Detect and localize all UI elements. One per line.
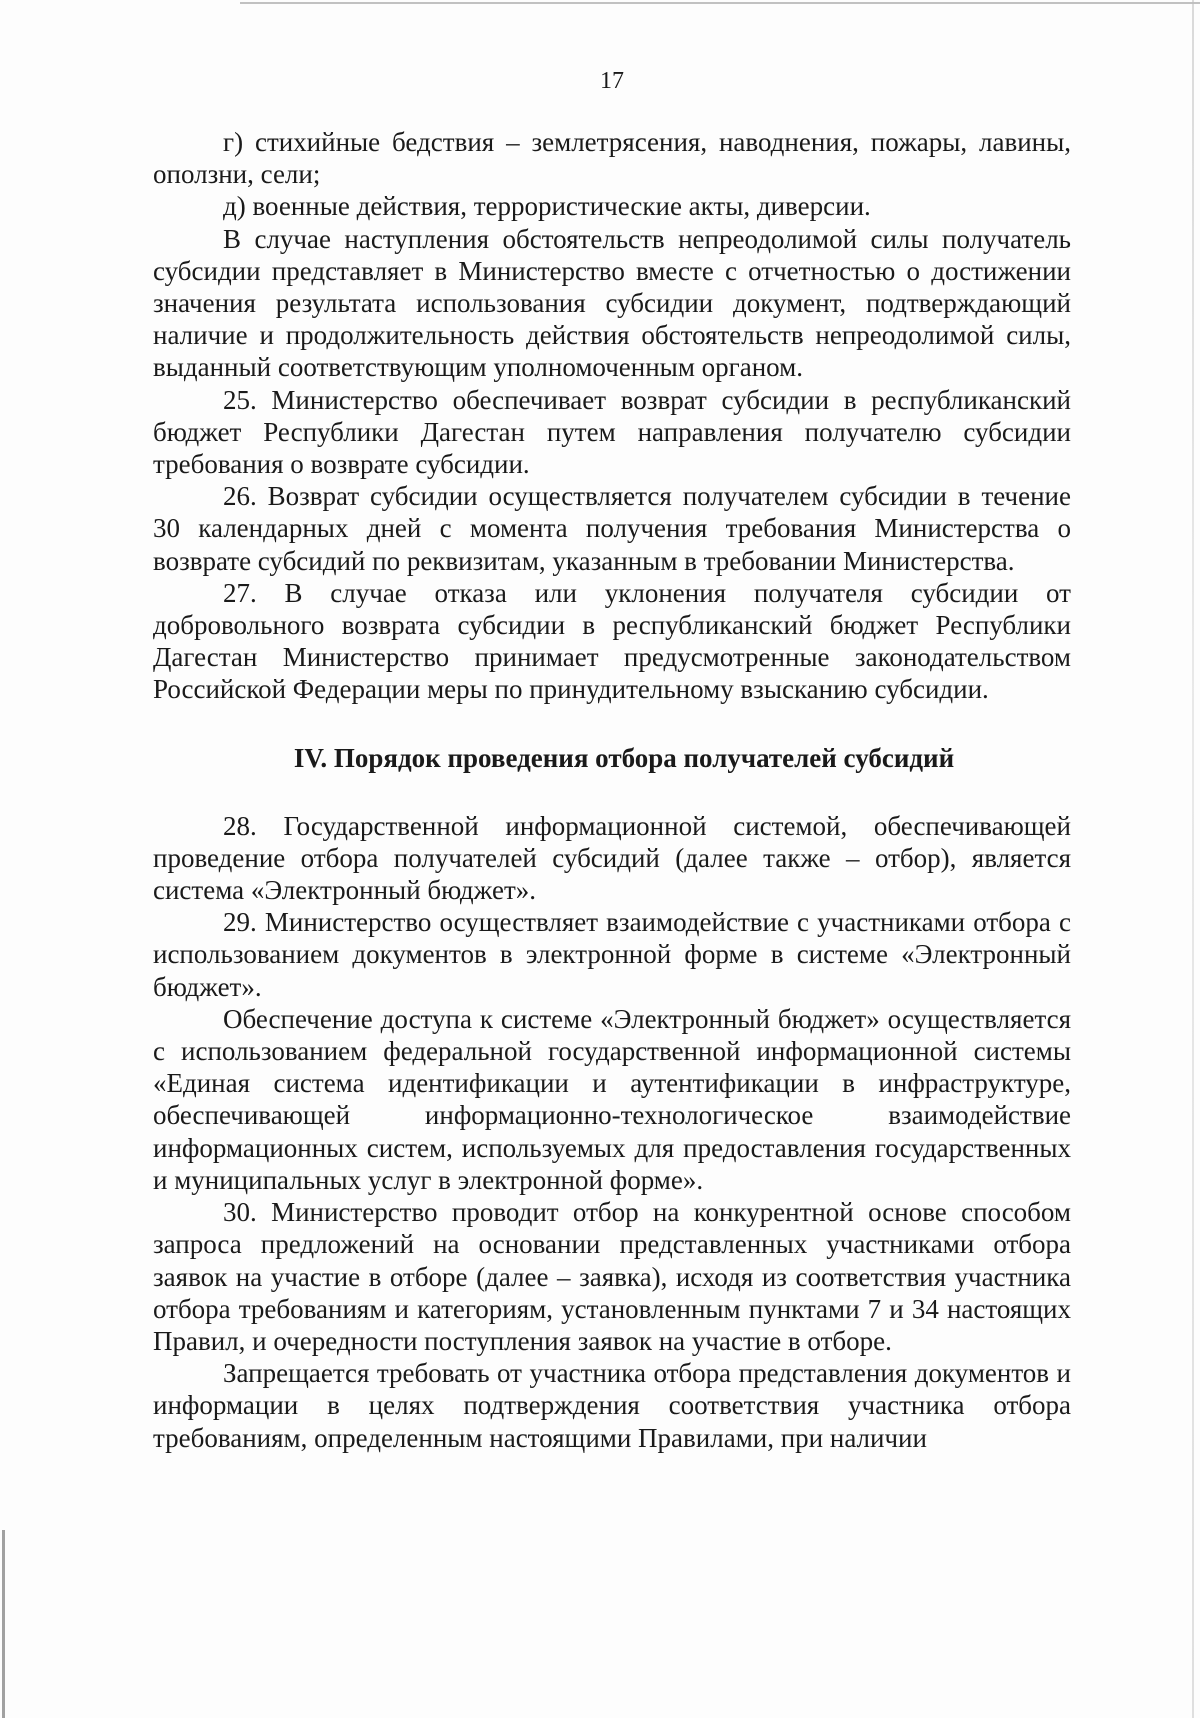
paragraph-access: Обеспечение доступа к системе «Электронный бюджет» осуществляется с использованием федеральной государственной информационной системы «Единая система идентификации и аутентификации в инфраструктуре, обеспечивающей информационно-технологическое взаимодействие информационных систем, используемых для предоставления государственных и муниципальных услуг в электронной форме». bbox=[153, 1003, 1071, 1195]
scan-edge-right bbox=[1192, 0, 1194, 1718]
paragraph-prohibition: Запрещается требовать от участника отбора представления документов и информации в целях подтверждения соответствия участника отбора требованиям, определенным настоящими Правилами, при наличии bbox=[153, 1358, 1071, 1453]
scan-edge-left bbox=[2, 1530, 5, 1718]
paragraph-item-g: г) стихийные бедствия – землетрясения, наводнения, пожары, лавины, оползни, сели; bbox=[153, 127, 1071, 190]
paragraph-force-majeure: В случае наступления обстоятельств непреодолимой силы получатель субсидии представляет в Министерство вместе с отчетностью о достижении значения результата использования субсидии документ, подтверждающий наличие и продолжительность действия обстоятельств непреодолимой силы, выданный соответствующим уполномоченным органом. bbox=[153, 223, 1071, 383]
section-heading: IV. Порядок проведения отбора получателей субсидий bbox=[293, 742, 955, 773]
paragraph-28: 28. Государственной информационной системой, обеспечивающей проведение отбора получателей субсидий (далее также – отбор), является система «Электронный бюджет». bbox=[153, 810, 1071, 906]
paragraph-29: 29. Министерство осуществляет взаимодействие с участниками отбора с использованием документов в электронной форме в системе «Электронный бюджет». bbox=[153, 907, 1071, 1002]
page-number: 17 bbox=[600, 68, 624, 94]
paragraph-30: 30. Министерство проводит отбор на конкурентной основе способом запроса предложений на основании представленных участниками отбора заявок на участие в отборе (далее – заявка), исходя из соответствия участника отбора требованиям и категориям, установленным пунктами 7 и 34 настоящих Правил, и очередности поступления заявок на участие в отборе. bbox=[153, 1197, 1071, 1356]
paragraph-25: 25. Министерство обеспечивает возврат субсидии в республиканский бюджет Республики Дагестан путем направления получателю субсидии требования о возврате субсидии. bbox=[153, 384, 1071, 480]
document-body bbox=[153, 126, 1071, 1454]
paragraph-27: 27. В случае отказа или уклонения получателя субсидии от добровольного возврата субсидии в республиканский бюджет Республики Дагестан Министерство принимает предусмотренные законодательством Российской Федерации меры по принудительному взысканию субсидии. bbox=[153, 577, 1071, 705]
paragraph-26: 26. Возврат субсидии осуществляется получателем субсидии в течение 30 календарных дней с момента получения требования Министерства о возврате субсидий по реквизитам, указанным в требовании Министерства. bbox=[153, 481, 1071, 576]
scan-edge-top bbox=[240, 2, 1200, 4]
paragraph-item-d: д) военные действия, террористические акты, диверсии. bbox=[223, 191, 871, 222]
